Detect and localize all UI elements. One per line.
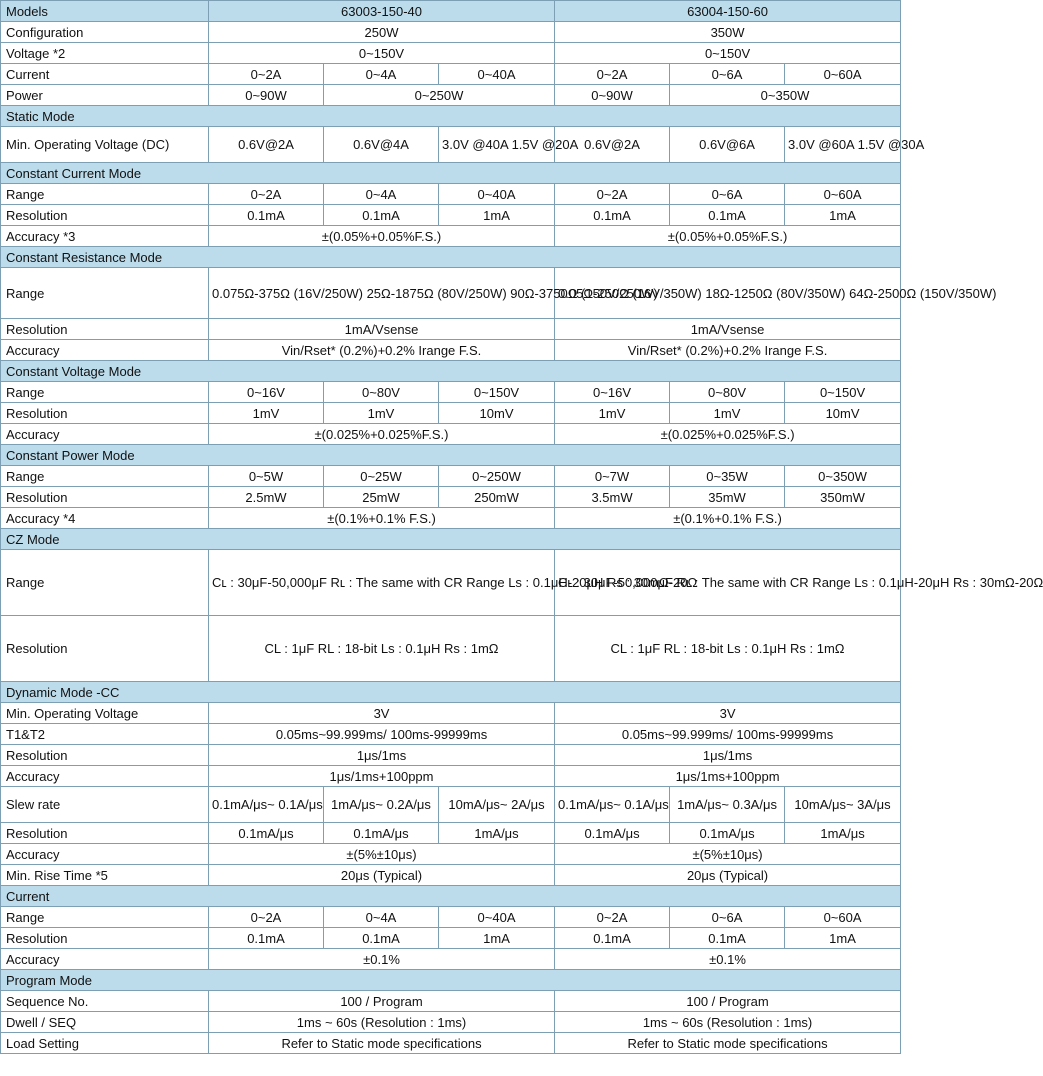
spec-row xyxy=(1,22,901,43)
value-cell: 1mA/Vsense xyxy=(555,319,901,340)
row-label: Range xyxy=(1,907,209,928)
section-title: CZ Mode xyxy=(1,529,901,550)
value-cell: 0.6V@2A xyxy=(555,127,670,163)
value-cell: 1ms ~ 60s (Resolution : 1ms) xyxy=(555,1012,901,1033)
value-cell: 0~35W xyxy=(670,466,785,487)
spec-row xyxy=(1,487,901,508)
row-label: Range xyxy=(1,184,209,205)
value-cell: 1mA/μs~ 0.3A/μs xyxy=(670,787,785,823)
section-header-row xyxy=(1,445,901,466)
model-name-cell: 63003-150-40 xyxy=(209,1,555,22)
value-cell: 10mV xyxy=(439,403,555,424)
spec-row xyxy=(1,85,901,106)
section-header-row xyxy=(1,682,901,703)
value-cell: 350mW xyxy=(785,487,901,508)
row-label: Range xyxy=(1,466,209,487)
value-cell: 0~80V xyxy=(324,382,439,403)
spec-row xyxy=(1,382,901,403)
row-label: Accuracy xyxy=(1,766,209,787)
row-label: Voltage *2 xyxy=(1,43,209,64)
value-cell: 0~4A xyxy=(324,64,439,85)
value-cell: 1mA xyxy=(785,205,901,226)
value-cell: 1μs/1ms+100ppm xyxy=(555,766,901,787)
value-cell: 0~60A xyxy=(785,907,901,928)
row-label: Accuracy xyxy=(1,844,209,865)
spec-row xyxy=(1,928,901,949)
row-label: Models xyxy=(1,1,209,22)
row-label: Accuracy xyxy=(1,424,209,445)
row-label: Accuracy *4 xyxy=(1,508,209,529)
value-cell: 10mV xyxy=(785,403,901,424)
value-cell: 0~250W xyxy=(324,85,555,106)
value-cell: ±(0.05%+0.05%F.S.) xyxy=(209,226,555,247)
value-cell: 1mV xyxy=(555,403,670,424)
row-label: Resolution xyxy=(1,745,209,766)
section-title: Constant Current Mode xyxy=(1,163,901,184)
spec-row xyxy=(1,466,901,487)
value-cell: ±(0.1%+0.1% F.S.) xyxy=(209,508,555,529)
spec-row xyxy=(1,844,901,865)
value-cell: 0.1mA xyxy=(670,205,785,226)
value-cell: 3.0V @60A 1.5V @30A xyxy=(785,127,901,163)
spec-row xyxy=(1,1033,901,1054)
spec-row xyxy=(1,550,901,616)
value-cell: CL : 1μF RL : 18-bit Ls : 0.1μH Rs : 1mΩ xyxy=(555,616,901,682)
section-header-row xyxy=(1,106,901,127)
value-cell: 0.1mA/μs xyxy=(324,823,439,844)
row-label: Slew rate xyxy=(1,787,209,823)
value-cell: 3.5mW xyxy=(555,487,670,508)
section-title: Constant Voltage Mode xyxy=(1,361,901,382)
value-cell: 2.5mW xyxy=(209,487,324,508)
value-cell: 0~60A xyxy=(785,184,901,205)
spec-row xyxy=(1,268,901,319)
spec-row xyxy=(1,949,901,970)
row-label: Range xyxy=(1,382,209,403)
row-label: Current xyxy=(1,64,209,85)
value-cell: 1mA xyxy=(785,928,901,949)
value-cell: 35mW xyxy=(670,487,785,508)
spec-row xyxy=(1,508,901,529)
section-title: Current xyxy=(1,886,901,907)
row-label: Sequence No. xyxy=(1,991,209,1012)
row-label: T1&T2 xyxy=(1,724,209,745)
value-cell: 1ms ~ 60s (Resolution : 1ms) xyxy=(209,1012,555,1033)
value-cell: Cʟ : 30μF-50,000μF Rʟ : The same with CR Range Ls : 0.1μH-20μH Rs : 30mΩ-20Ω xyxy=(209,550,555,616)
value-cell: 10mA/μs~ 3A/μs xyxy=(785,787,901,823)
value-cell: 0~250W xyxy=(439,466,555,487)
value-cell: 3V xyxy=(209,703,555,724)
value-cell: 0~350W xyxy=(670,85,901,106)
value-cell: ±(0.1%+0.1% F.S.) xyxy=(555,508,901,529)
section-title: Static Mode xyxy=(1,106,901,127)
value-cell: 0~150V xyxy=(785,382,901,403)
value-cell: Refer to Static mode specifications xyxy=(555,1033,901,1054)
row-label: Load Setting xyxy=(1,1033,209,1054)
value-cell: 1mV xyxy=(209,403,324,424)
value-cell: 0~16V xyxy=(209,382,324,403)
value-cell: 0.1mA xyxy=(209,205,324,226)
value-cell: 1mA/Vsense xyxy=(209,319,555,340)
value-cell: ±(0.025%+0.025%F.S.) xyxy=(555,424,901,445)
value-cell: 0~4A xyxy=(324,184,439,205)
spec-row xyxy=(1,907,901,928)
row-label: Range xyxy=(1,550,209,616)
value-cell: 0.05ms~99.999ms/ 100ms-99999ms xyxy=(555,724,901,745)
spec-row xyxy=(1,787,901,823)
value-cell: 0~90W xyxy=(555,85,670,106)
value-cell: 0~60A xyxy=(785,64,901,85)
value-cell: 1μs/1ms+100ppm xyxy=(209,766,555,787)
spec-row xyxy=(1,766,901,787)
value-cell: ±0.1% xyxy=(209,949,555,970)
value-cell: 0.05Ω-250Ω (16V/350W) 18Ω-1250Ω (80V/350W) 64Ω-2500Ω (150V/350W) xyxy=(555,268,901,319)
spec-row xyxy=(1,43,901,64)
model-header-row xyxy=(1,1,901,22)
row-label: Resolution xyxy=(1,205,209,226)
value-cell: 0.075Ω-375Ω (16V/250W) 25Ω-1875Ω (80V/250W) 90Ω-3750Ω (150V/250W) xyxy=(209,268,555,319)
section-header-row xyxy=(1,247,901,268)
row-label: Resolution xyxy=(1,928,209,949)
value-cell: 250W xyxy=(209,22,555,43)
section-header-row xyxy=(1,886,901,907)
value-cell: 10mA/μs~ 2A/μs xyxy=(439,787,555,823)
value-cell: ±(0.05%+0.05%F.S.) xyxy=(555,226,901,247)
value-cell: 1mV xyxy=(670,403,785,424)
value-cell: 0~150V xyxy=(209,43,555,64)
value-cell: 0~80V xyxy=(670,382,785,403)
value-cell: CL : 1μF RL : 18-bit Ls : 0.1μH Rs : 1mΩ xyxy=(209,616,555,682)
value-cell: 1mA/μs xyxy=(439,823,555,844)
value-cell: 0.1mA xyxy=(555,205,670,226)
section-title: Constant Resistance Mode xyxy=(1,247,901,268)
value-cell: ±(5%±10μs) xyxy=(209,844,555,865)
spec-row xyxy=(1,205,901,226)
value-cell: 0~150V xyxy=(555,43,901,64)
value-cell: 0.1mA/μs~ 0.1A/μs xyxy=(555,787,670,823)
row-label: Resolution xyxy=(1,823,209,844)
value-cell: Cʟ : 30μF-50,000μF Rʟ : The same with CR Range Ls : 0.1μH-20μH Rs : 30mΩ-20Ω xyxy=(555,550,901,616)
value-cell: 20μs (Typical) xyxy=(555,865,901,886)
value-cell: Vin/Rset* (0.2%)+0.2% Irange F.S. xyxy=(209,340,555,361)
value-cell: 1mA/μs~ 0.2A/μs xyxy=(324,787,439,823)
spec-row xyxy=(1,127,901,163)
value-cell: 1μs/1ms xyxy=(209,745,555,766)
value-cell: 100 / Program xyxy=(209,991,555,1012)
spec-row xyxy=(1,340,901,361)
value-cell: 0.1mA/μs xyxy=(209,823,324,844)
spec-row xyxy=(1,226,901,247)
spec-row xyxy=(1,991,901,1012)
value-cell: 1mA xyxy=(439,928,555,949)
row-label: Power xyxy=(1,85,209,106)
value-cell: Vin/Rset* (0.2%)+0.2% Irange F.S. xyxy=(555,340,901,361)
value-cell: 3.0V @40A 1.5V @20A xyxy=(439,127,555,163)
section-title: Constant Power Mode xyxy=(1,445,901,466)
value-cell: 0.6V@2A xyxy=(209,127,324,163)
value-cell: 1mV xyxy=(324,403,439,424)
row-label: Min. Operating Voltage xyxy=(1,703,209,724)
section-title: Program Mode xyxy=(1,970,901,991)
row-label: Resolution xyxy=(1,319,209,340)
value-cell: 0~25W xyxy=(324,466,439,487)
row-label: Accuracy xyxy=(1,949,209,970)
value-cell: 100 / Program xyxy=(555,991,901,1012)
spec-row xyxy=(1,1012,901,1033)
value-cell: 1mA/μs xyxy=(785,823,901,844)
row-label: Resolution xyxy=(1,616,209,682)
spec-row xyxy=(1,724,901,745)
spec-row xyxy=(1,745,901,766)
spec-table-body xyxy=(1,1,1043,1054)
value-cell: 0~7W xyxy=(555,466,670,487)
value-cell: 0.1mA xyxy=(555,928,670,949)
value-cell: 3V xyxy=(555,703,901,724)
value-cell: 0.1mA/μs xyxy=(670,823,785,844)
value-cell: 0~90W xyxy=(209,85,324,106)
value-cell: 0~350W xyxy=(785,466,901,487)
spec-row xyxy=(1,64,901,85)
spec-row xyxy=(1,616,901,682)
value-cell: 0~150V xyxy=(439,382,555,403)
value-cell: 0.1mA xyxy=(209,928,324,949)
value-cell: ±0.1% xyxy=(555,949,901,970)
section-header-row xyxy=(1,361,901,382)
row-label: Resolution xyxy=(1,487,209,508)
row-label: Accuracy *3 xyxy=(1,226,209,247)
value-cell: 0~2A xyxy=(555,184,670,205)
value-cell: ±(5%±10μs) xyxy=(555,844,901,865)
value-cell: 0~5W xyxy=(209,466,324,487)
spec-row xyxy=(1,319,901,340)
value-cell: 0~2A xyxy=(555,907,670,928)
value-cell: 0~6A xyxy=(670,64,785,85)
row-label: Configuration xyxy=(1,22,209,43)
value-cell: 0.1mA xyxy=(670,928,785,949)
value-cell: 250mW xyxy=(439,487,555,508)
value-cell: 20μs (Typical) xyxy=(209,865,555,886)
value-cell: 0~40A xyxy=(439,184,555,205)
value-cell: 0~16V xyxy=(555,382,670,403)
spec-row xyxy=(1,424,901,445)
row-label: Dwell / SEQ xyxy=(1,1012,209,1033)
value-cell: 0~2A xyxy=(209,184,324,205)
value-cell: ±(0.025%+0.025%F.S.) xyxy=(209,424,555,445)
spec-row xyxy=(1,865,901,886)
section-header-row xyxy=(1,970,901,991)
value-cell: 350W xyxy=(555,22,901,43)
value-cell: 1μs/1ms xyxy=(555,745,901,766)
row-label: Min. Rise Time *5 xyxy=(1,865,209,886)
value-cell: 0.6V@4A xyxy=(324,127,439,163)
spec-row xyxy=(1,823,901,844)
value-cell: 1mA xyxy=(439,205,555,226)
spec-row xyxy=(1,184,901,205)
row-label: Accuracy xyxy=(1,340,209,361)
value-cell: 0.05ms~99.999ms/ 100ms-99999ms xyxy=(209,724,555,745)
value-cell: 0~2A xyxy=(209,64,324,85)
value-cell: 0~6A xyxy=(670,184,785,205)
value-cell: 0~2A xyxy=(209,907,324,928)
spec-row xyxy=(1,703,901,724)
section-header-row xyxy=(1,529,901,550)
spec-row xyxy=(1,403,901,424)
value-cell: 0~2A xyxy=(555,64,670,85)
row-label: Range xyxy=(1,268,209,319)
value-cell: 25mW xyxy=(324,487,439,508)
section-title: Dynamic Mode -CC xyxy=(1,682,901,703)
value-cell: 0.1mA xyxy=(324,205,439,226)
section-header-row xyxy=(1,163,901,184)
value-cell: 0~6A xyxy=(670,907,785,928)
value-cell: 0.1mA xyxy=(324,928,439,949)
value-cell: 0~40A xyxy=(439,64,555,85)
value-cell: 0.6V@6A xyxy=(670,127,785,163)
value-cell: 0.1mA/μs~ 0.1A/μs xyxy=(209,787,324,823)
model-name-cell: 63004-150-60 xyxy=(555,1,901,22)
row-label: Resolution xyxy=(1,403,209,424)
value-cell: 0~4A xyxy=(324,907,439,928)
value-cell: 0.1mA/μs xyxy=(555,823,670,844)
value-cell: Refer to Static mode specifications xyxy=(209,1033,555,1054)
value-cell: 0~40A xyxy=(439,907,555,928)
row-label: Min. Operating Voltage (DC) xyxy=(1,127,209,163)
